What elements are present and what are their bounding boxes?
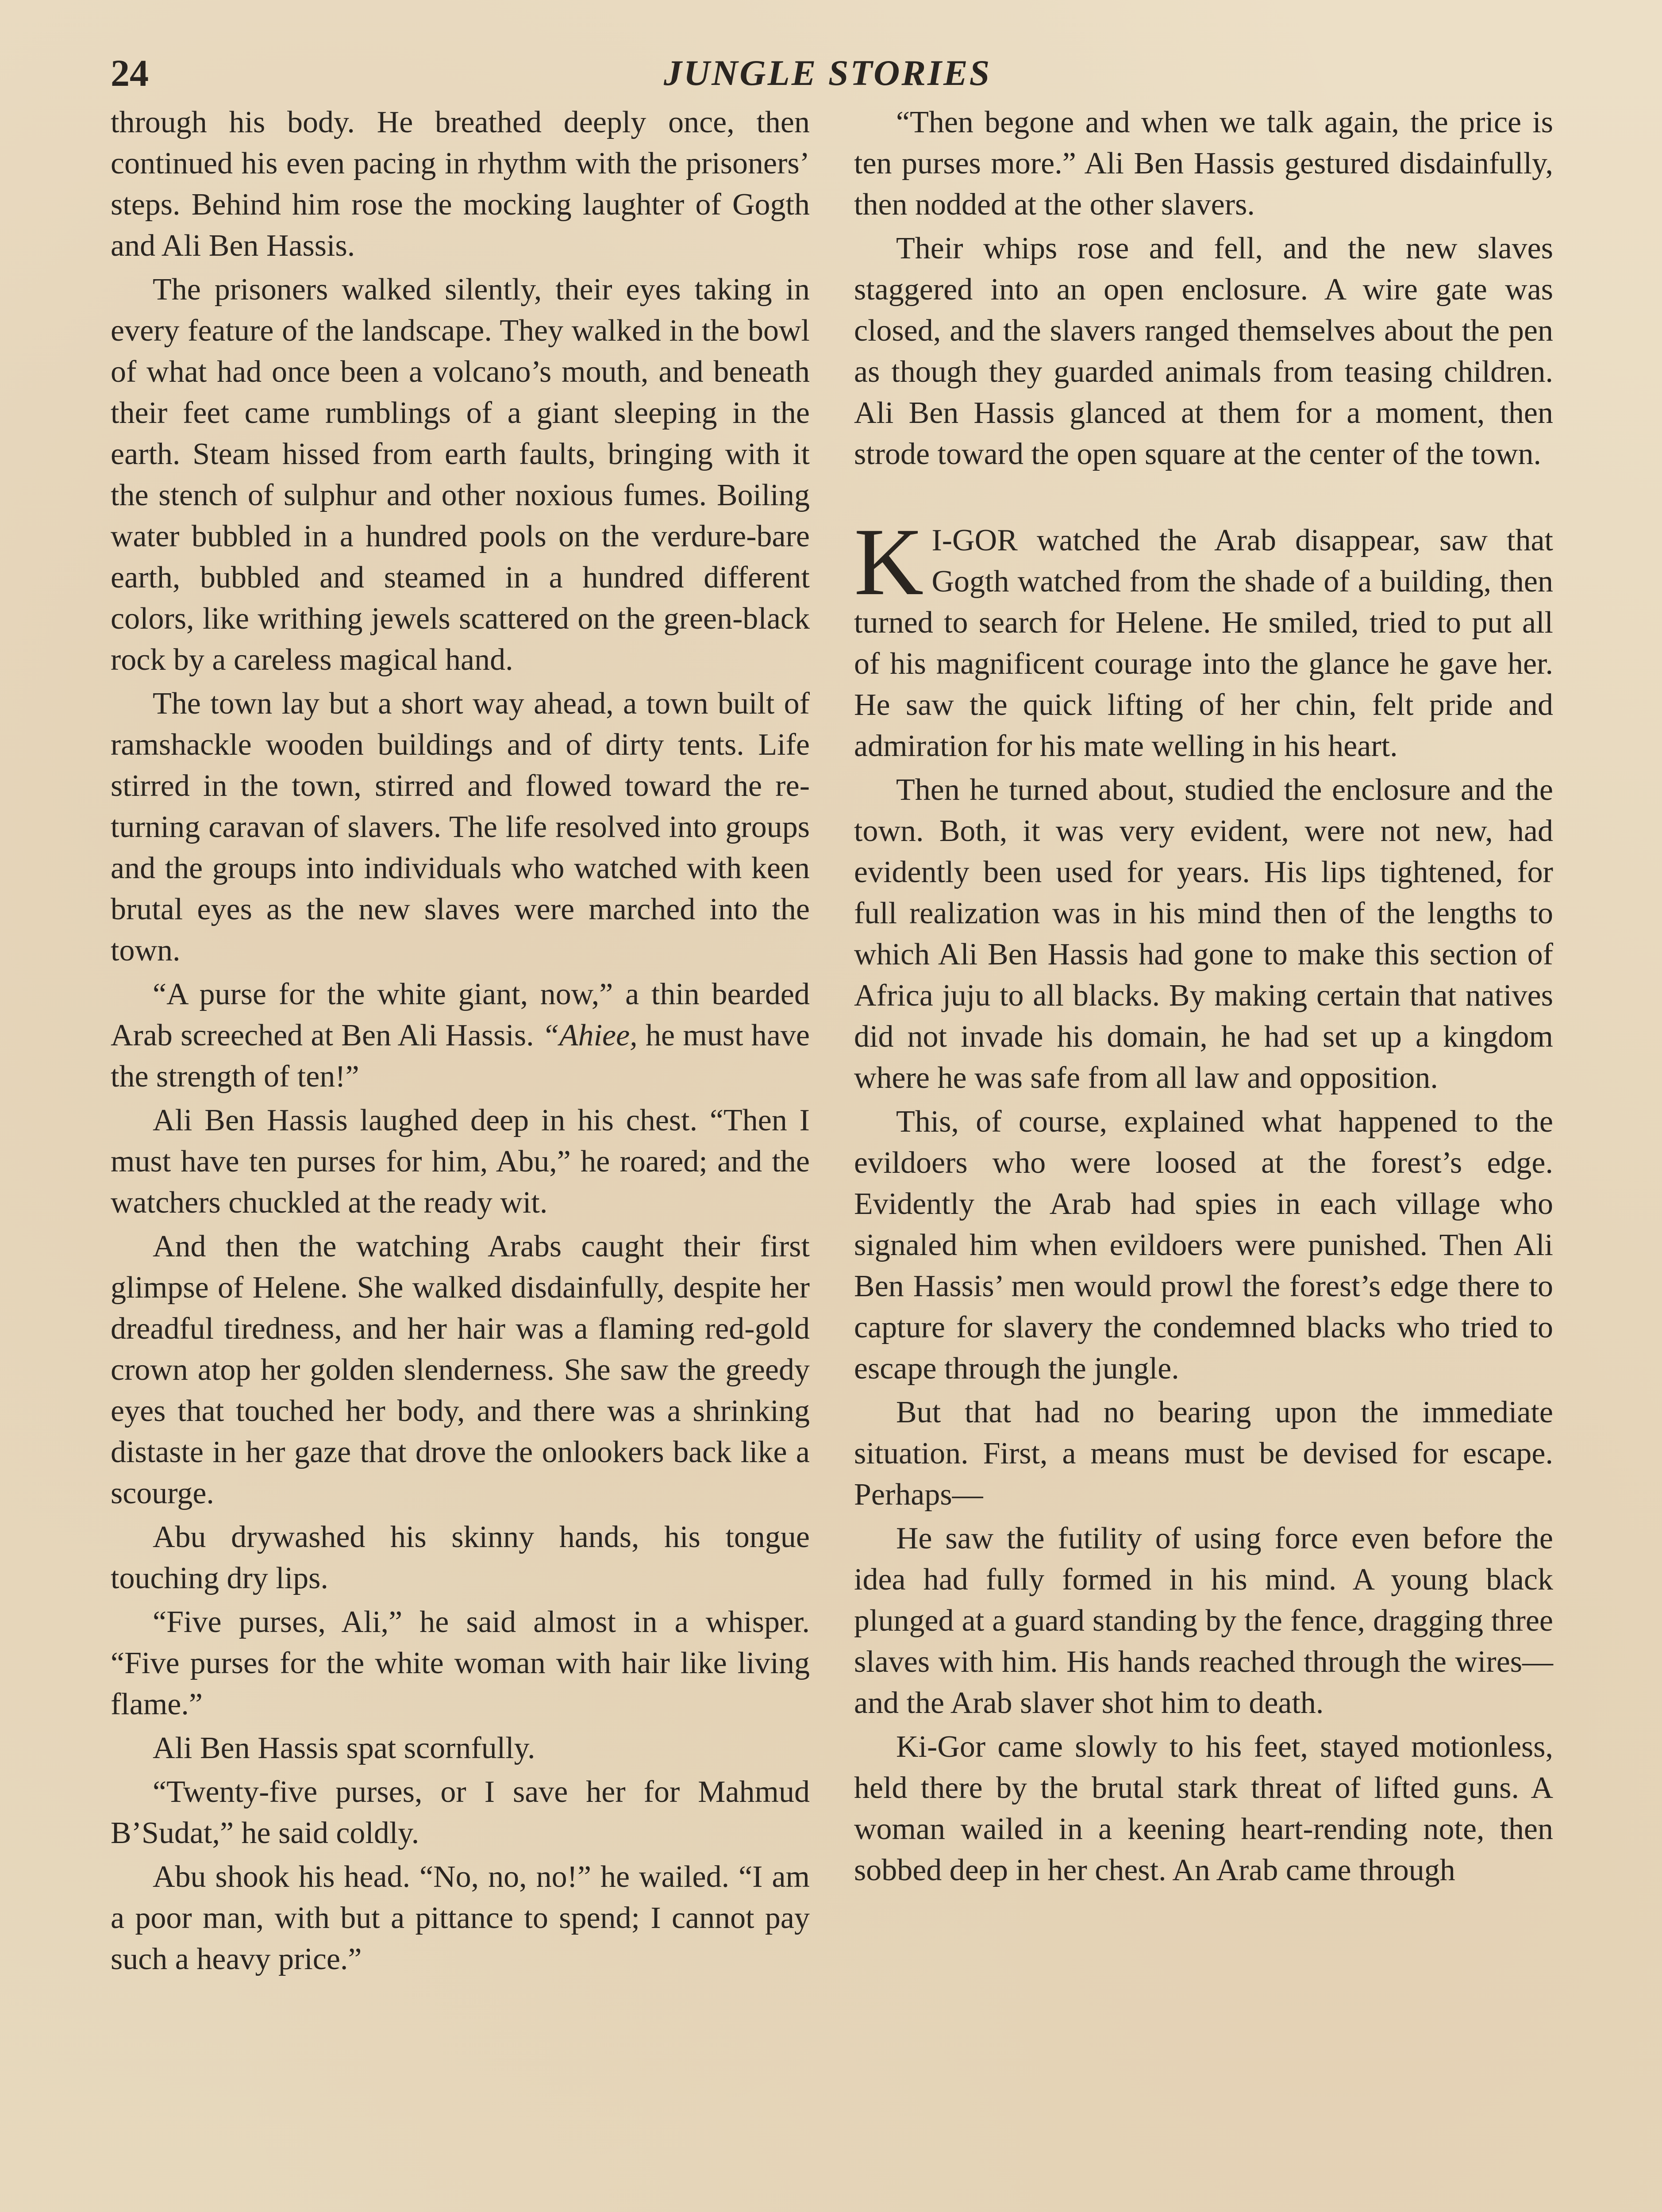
paragraph: He saw the futility of using force even before the idea had fully formed in his mind. A young black plunged at a guard standing by the fence, dragging three slaves with him. His hands reached through the wires—and the Arab slaver shot him to death. bbox=[854, 1521, 1553, 1720]
paragraph bbox=[111, 974, 810, 1097]
paragraph: “Five purses, Ali,” he said almost in a whisper. “Five purses for the white woman with hair like living flame.” bbox=[111, 1605, 810, 1721]
paragraph-text: I-GOR watched the Arab disappear, saw that Gogth watched from the shade of a building, then turned to search for Helene. He smiled, tried to put all of his magnificent courage into the glance he gave her. He saw the quick lifting of her chin, felt pride and admiration for his mate welling in his heart. bbox=[854, 523, 1553, 763]
paragraph-text: “A purse for the white giant, now,” a thin bearded Arab screeched at Ben Ali Hassis. bbox=[111, 977, 810, 1052]
page-number: 24 bbox=[111, 52, 149, 94]
paragraph: But that had no bearing upon the immediate situation. First, a means must be devised for escape. Perhaps— bbox=[854, 1395, 1553, 1512]
section-break bbox=[854, 477, 1553, 520]
paragraph: Their whips rose and fell, and the new slaves staggered into an open enclosure. A wire gate was closed, and the slavers ranged themselves about the pen as though they guarded animals from teasing children. Ali Ben Hassis glanced at them for a moment, then strode toward the open square at the center of the town. bbox=[854, 231, 1553, 471]
right-column bbox=[854, 102, 1553, 1893]
paragraph: Then he turned about, studied the enclosure and the town. Both, it was very evident, were not new, had evidently been used for years. His lips tightened, for full realization was in his mind then of the lengths to which Ali Ben Hassis had gone to make this section of Africa juju to all blacks. By making certain that natives did not invade his domain, he had set up a kingdom where he was safe from all law and opposition. bbox=[854, 773, 1553, 1095]
paragraph: Ki-Gor came slowly to his feet, stayed motionless, held there by the brutal stark threat of lifted guns. A woman wailed in a keening heart-rending note, then sobbed deep in her chest. An Arab came through bbox=[854, 1730, 1553, 1887]
paragraph: Abu drywashed his skinny hands, his tongue touching dry lips. bbox=[111, 1520, 810, 1595]
paragraph-text: he must have the strength of ten!” bbox=[111, 1018, 810, 1094]
paragraph: through his body. He breathed deeply once, then continued his even pacing in rhythm with the prisoners’ steps. Behind him rose the mocking laughter of Gogth and Ali Ben Hassis. bbox=[111, 105, 810, 263]
paragraph-with-dropcap bbox=[854, 509, 1553, 767]
paragraph: Ali Ben Hassis laughed deep in his chest. “Then I must have ten purses for him, Abu,” he roared; and the watchers chuckled at the ready wit. bbox=[111, 1103, 810, 1220]
left-column bbox=[111, 102, 810, 1982]
paragraph: This, of course, explained what happened to the evildoers who were loosed at the forest’s edge. Evidently the Arab had spies in each village who signaled him when evildoers were punished. Then Ali Ben Hassis’ men would prowl the forest’s edge there to capture for slavery the condemned blacks who tried to escape through the jungle. bbox=[854, 1105, 1553, 1386]
paragraph: “Then begone and when we talk again, the price is ten purses more.” Ali Ben Hassis gestured disdainfully, then nodded at the other slavers. bbox=[854, 105, 1553, 222]
paragraph: And then the watching Arabs caught their first glimpse of Helene. She walked disdainfully, despite her dreadful tiredness, and her hair was a flaming red-gold crown atop her golden slenderness. She saw the greedy eyes that touched her body, and there was a shrinking distaste in her gaze that drove the onlookers back like a scourge. bbox=[111, 1229, 810, 1510]
paragraph: Ali Ben Hassis spat scornfully. bbox=[153, 1731, 535, 1765]
drop-cap: K bbox=[854, 509, 924, 615]
paragraph: “Twenty-five purses, or I save her for Mahmud B’Sudat,” he said coldly. bbox=[111, 1775, 810, 1850]
page-header bbox=[111, 49, 1549, 97]
paragraph: The town lay but a short way ahead, a town built of ramshackle wooden buildings and of dirty tents. Life stirred in the town, stirred and flowed toward the returning caravan of slavers. The life resolved into groups and the groups into individuals who watched with keen brutal eyes as the new slaves were marched into the town. bbox=[111, 687, 810, 968]
running-title: JUNGLE STORIES bbox=[664, 53, 992, 93]
paragraph: The prisoners walked silently, their eyes taking in every feature of the landscape. They walked in the bowl of what had once been a volcano’s mouth, and beneath their feet came rumblings of a giant sleeping in the earth. Steam hissed from earth faults, bringing with it the stench of sulphur and other noxious fumes. Boiling water bubbled in a hundred pools on the verdure-bare earth, bubbled and steamed in a hundred different colors, like writhing jewels scattered on the green-black rock by a careless magical hand. bbox=[111, 273, 810, 677]
exclamation-italic: “Ahiee, bbox=[542, 1018, 638, 1052]
paragraph: Abu shook his head. “No, no, no!” he wailed. “I am a poor man, with but a pittance to spend; I cannot pay such a heavy price.” bbox=[111, 1860, 810, 1976]
